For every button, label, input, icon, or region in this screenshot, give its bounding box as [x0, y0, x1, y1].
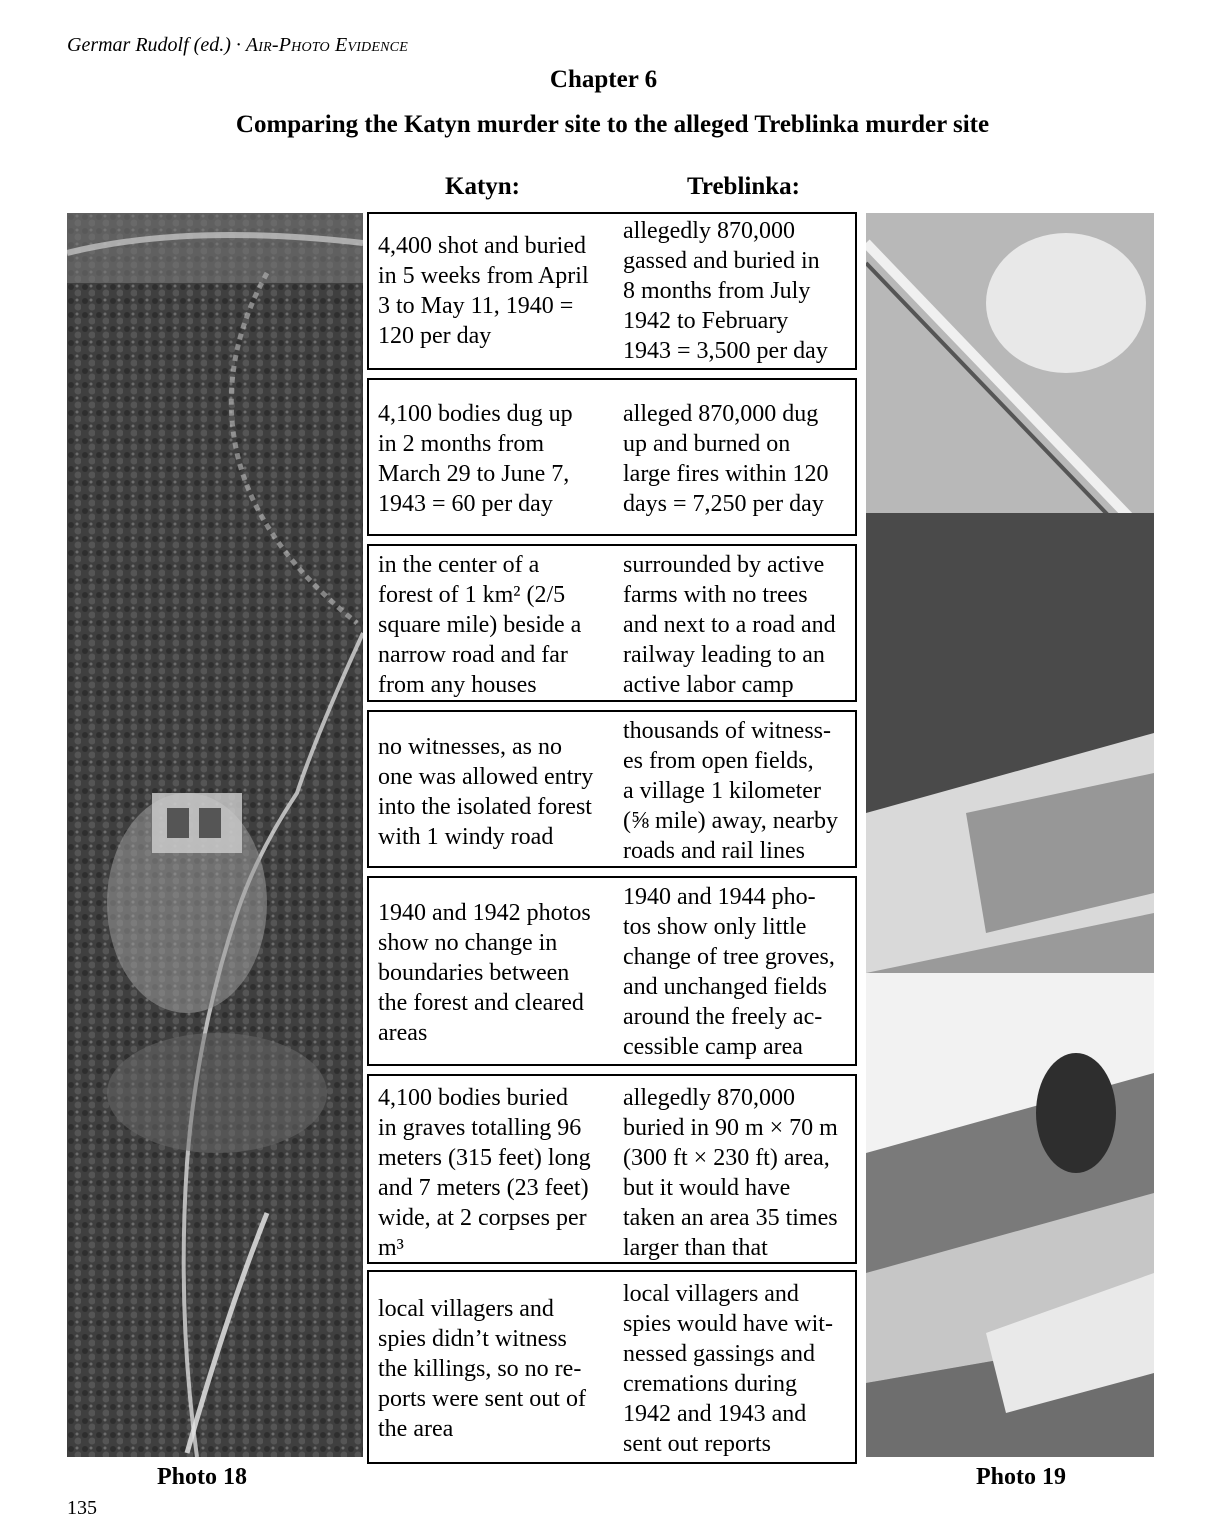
treblinka-cell: 1940 and 1944 pho- tos show only little change of tree groves, and unchanged fields around the freely ac- cessible camp area	[623, 884, 835, 1060]
comparison-row	[367, 544, 857, 702]
photo-19-treblinka-aerial	[866, 213, 1154, 1457]
page-title: Comparing the Katyn murder site to the alleged Treblinka murder site	[235, 111, 990, 138]
treblinka-cell: surrounded by active farms with no trees and next to a road and railway leading to an active labor camp	[623, 552, 836, 698]
photo-18-caption: Photo 18	[157, 1464, 247, 1490]
katyn-cell: 1940 and 1942 photos show no change in boundaries between the forest and cleared areas	[378, 900, 591, 1046]
running-head	[67, 34, 408, 57]
column-heading-katyn: Katyn:	[445, 173, 520, 200]
katyn-cell: no witnesses, as no one was allowed entry into the isolated forest with 1 windy road	[378, 734, 594, 850]
comparison-row	[367, 1270, 857, 1464]
katyn-cell: local villagers and spies didn’t witness the killings, so no re- ports were sent out of the area	[378, 1296, 586, 1442]
comparison-row	[367, 876, 857, 1066]
comparison-row	[367, 212, 857, 370]
treblinka-cell: local villagers and spies would have wit- nessed gassings and cremations during 1942 and 1943 and sent out reports	[623, 1281, 833, 1457]
page-number: 135	[67, 1497, 97, 1519]
treblinka-cell: thousands of witness- es from open fields, a village 1 kilometer (⅝ mile) away, nearby roads and rail lines	[623, 718, 839, 864]
chapter-heading: Chapter 6	[549, 66, 658, 93]
book-title: Air-Photo Evidence	[245, 34, 408, 56]
author: Germar Rudolf (ed.) ·	[67, 34, 246, 56]
comparison-row	[367, 1074, 857, 1264]
treblinka-cell: allegedly 870,000 gassed and buried in 8 months from July 1942 to February 1943 = 3,500 per day	[623, 218, 828, 364]
photo-18-katyn-aerial	[67, 213, 363, 1457]
katyn-cell: 4,400 shot and buried in 5 weeks from April 3 to May 11, 1940 = 120 per day	[378, 233, 589, 349]
treblinka-cell: allegedly 870,000 buried in 90 m × 70 m (300 ft × 230 ft) area, but it would have taken an area 35 times larger than that	[623, 1085, 838, 1261]
photo-19-caption: Photo 19	[976, 1464, 1066, 1490]
katyn-cell: in the center of a forest of 1 km² (2/5 square mile) beside a narrow road and far from any houses	[378, 552, 582, 698]
katyn-cell: 4,100 bodies dug up in 2 months from March 29 to June 7, 1943 = 60 per day	[378, 401, 573, 517]
treblinka-cell: alleged 870,000 dug up and burned on large fires within 120 days = 7,250 per day	[623, 401, 829, 517]
comparison-row	[367, 378, 857, 536]
comparison-row	[367, 710, 857, 868]
column-heading-treblinka: Treblinka:	[687, 173, 800, 200]
katyn-cell: 4,100 bodies buried in graves totalling 96 meters (315 feet) long and 7 meters (23 feet) wide, at 2 corpses per m³	[378, 1085, 591, 1261]
